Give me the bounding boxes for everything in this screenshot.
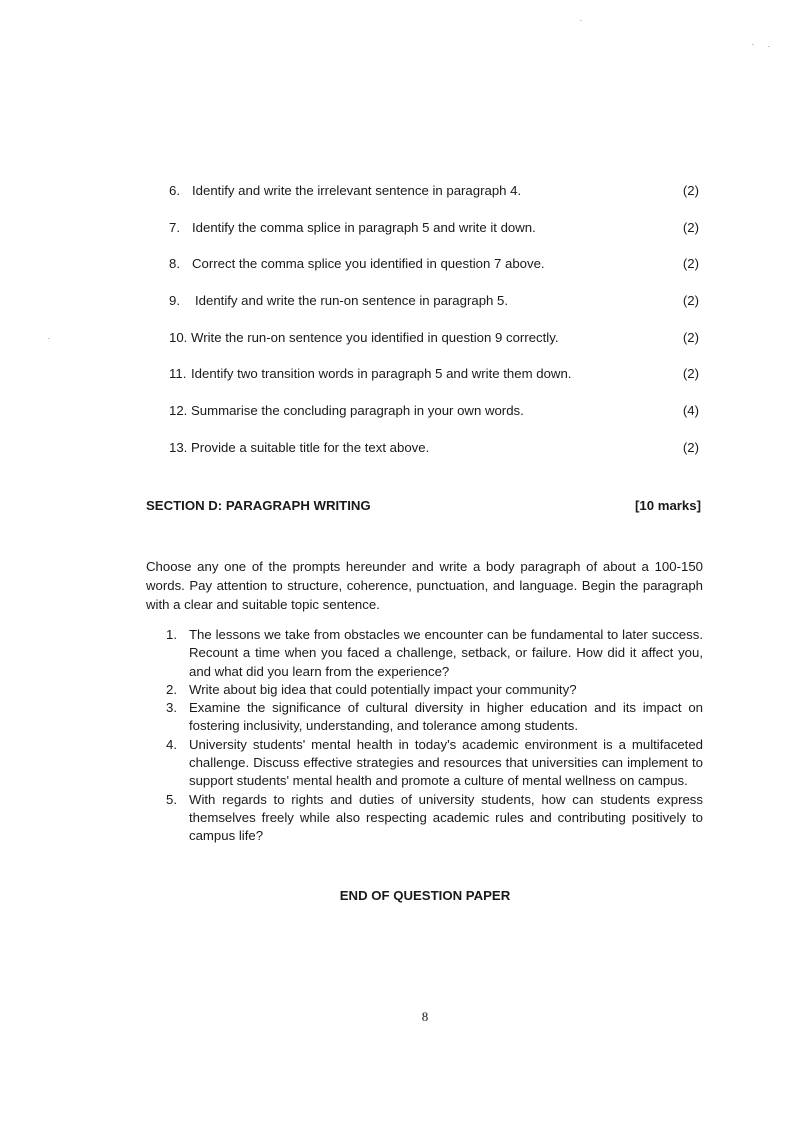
prompt-text: University students' mental health in today's academic environment is a multifaceted challenge. Discuss effective strategies and resources that universities can implement to support students' mental health and promote a culture of mental wellness on campus. xyxy=(189,736,703,789)
question-number: 13. xyxy=(169,439,188,455)
question-marks: (2) xyxy=(682,366,699,382)
question-number: 9. xyxy=(169,293,180,309)
question-number: 11. xyxy=(169,366,187,382)
question-text: Identify the comma splice in paragraph 5 and write it down. xyxy=(192,219,536,235)
question-item xyxy=(169,439,699,476)
question-marks: (2) xyxy=(682,439,699,455)
question-marks: (2) xyxy=(682,256,699,272)
question-item xyxy=(169,292,699,329)
prompt-text: With regards to rights and duties of university students, how can students express themselves freely while also respecting academic rules and contributing positively to campus life? xyxy=(189,791,703,844)
prompt-number: 3. xyxy=(166,700,177,716)
question-marks: (2) xyxy=(682,219,699,235)
prompt-list xyxy=(166,626,703,846)
prompt-item xyxy=(166,626,703,681)
section-instructions: Choose any one of the prompts hereunder and write a body paragraph of about a 100-150 words. Pay attention to structure, coherence, punctuation, and language. Begin the paragraph with a clear and suitable topic sentence. xyxy=(146,559,703,612)
prompt-number: 4. xyxy=(166,736,177,752)
question-text: Identify two transition words in paragraph 5 and write them down. xyxy=(191,366,572,382)
prompt-item xyxy=(166,736,703,791)
question-number: 7. xyxy=(169,219,180,235)
page-number: 8 xyxy=(421,1009,429,1024)
question-text: Identify and write the irrelevant sentence in paragraph 4. xyxy=(192,183,522,198)
question-list xyxy=(169,182,699,476)
scan-speck xyxy=(580,20,582,21)
question-marks: (4) xyxy=(682,403,699,419)
scan-speck xyxy=(48,338,50,339)
question-item xyxy=(169,219,699,256)
prompt-text: Write about big idea that could potentially impact your community? xyxy=(189,681,577,697)
prompt-text: The lessons we take from obstacles we encounter can be fundamental to later success. Recount a time when you faced a challenge, setback, or failure. How did it affect you, and what did you learn from the experience? xyxy=(189,627,703,679)
scan-speck xyxy=(768,46,770,47)
question-text: Provide a suitable title for the text above. xyxy=(191,439,430,455)
prompt-text: Examine the significance of cultural diversity in higher education and its impact on fostering inclusivity, understanding, and tolerance among students. xyxy=(189,700,703,734)
question-text: Summarise the concluding paragraph in your own words. xyxy=(191,403,524,419)
section-marks: [10 marks] xyxy=(635,498,701,513)
prompt-item xyxy=(166,681,703,699)
question-text: Correct the comma splice you identified in question 7 above. xyxy=(192,256,545,272)
question-marks: (2) xyxy=(682,183,699,198)
prompt-item xyxy=(166,699,703,736)
prompt-number: 5. xyxy=(166,791,177,807)
prompt-number: 1. xyxy=(166,627,177,642)
scan-speck xyxy=(752,44,754,45)
prompt-number: 2. xyxy=(166,681,177,697)
question-text: Identify and write the run-on sentence in paragraph 5. xyxy=(195,293,509,309)
question-item xyxy=(169,255,699,292)
question-number: 10. xyxy=(169,329,188,345)
question-item xyxy=(169,365,699,402)
question-number: 12. xyxy=(169,403,188,419)
question-item xyxy=(169,402,699,439)
question-item xyxy=(169,182,699,219)
question-number: 8. xyxy=(169,256,180,272)
question-item xyxy=(169,329,699,366)
end-of-paper-note: END OF QUESTION PAPER xyxy=(339,888,511,903)
section-title: SECTION D: PARAGRAPH WRITING xyxy=(146,498,371,513)
question-marks: (2) xyxy=(682,293,699,309)
question-marks: (2) xyxy=(682,329,699,345)
prompt-item xyxy=(166,791,703,846)
question-text: Write the run-on sentence you identified in question 9 correctly. xyxy=(191,329,559,345)
question-number: 6. xyxy=(169,183,180,198)
